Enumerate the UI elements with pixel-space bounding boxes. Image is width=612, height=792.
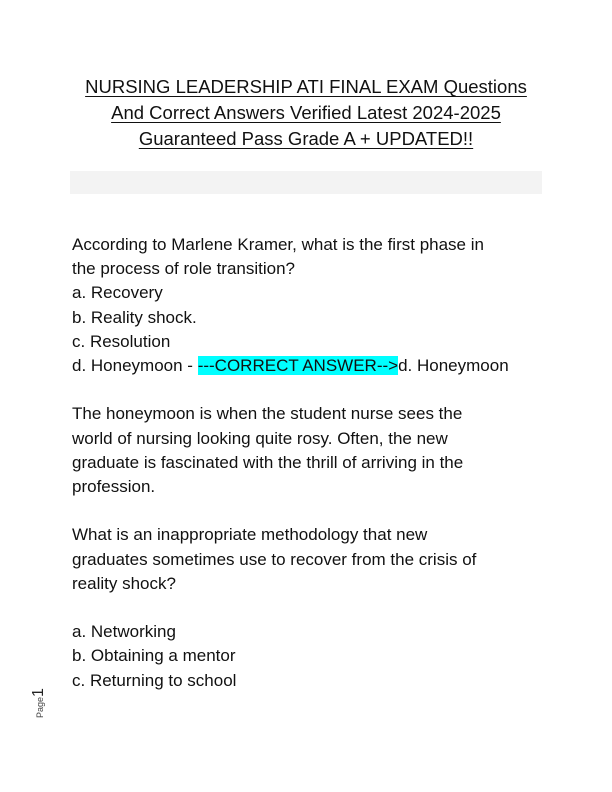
page-number-label <box>30 684 46 718</box>
explanation-text: graduate is fascinated with the thrill of arriving in the <box>72 452 464 472</box>
question-text: graduates sometimes use to recover from the crisis of <box>72 549 477 569</box>
title-line-2: And Correct Answers Verified Latest 2024-2025 <box>111 102 501 123</box>
answer-option-b: b. Obtaining a mentor <box>72 646 236 666</box>
answer-option-c: c. Returning to school <box>72 670 237 690</box>
option-d-text: d. Honeymoon - <box>72 356 198 376</box>
explanation-text: profession. <box>72 477 156 497</box>
correct-answer-text: d. Honeymoon <box>398 356 509 376</box>
explanation-text: The honeymoon is when the student nurse sees the <box>72 404 463 424</box>
correct-answer-marker: ---CORRECT ANSWER--> <box>197 356 399 376</box>
title-line-3: Guaranteed Pass Grade A + UPDATED!! <box>138 128 474 149</box>
question-text: the process of role transition? <box>72 259 296 279</box>
question-2 <box>72 523 552 692</box>
explanation-text: world of nursing looking quite rosy. Often, the new <box>72 428 448 448</box>
answer-option-a: a. Recovery <box>72 283 163 303</box>
document-body <box>72 233 552 693</box>
question-text: reality shock? <box>72 573 176 593</box>
title-line-1: NURSING LEADERSHIP ATI FINAL EXAM Questions <box>85 76 527 97</box>
answer-option-a: a. Networking <box>72 622 176 642</box>
answer-option-b: b. Reality shock. <box>72 307 197 327</box>
answer-option-c: c. Resolution <box>72 331 171 351</box>
question-1 <box>72 233 552 378</box>
question-text: According to Marlene Kramer, what is the first phase in <box>72 235 484 254</box>
explanation-1 <box>72 402 552 499</box>
answer-option-d <box>72 354 552 378</box>
page-number: 1 <box>30 688 47 697</box>
question-text: What is an inappropriate methodology that new <box>72 525 428 545</box>
title-divider-band <box>70 171 542 194</box>
page-word: Page <box>35 696 45 718</box>
document-title <box>70 74 542 152</box>
